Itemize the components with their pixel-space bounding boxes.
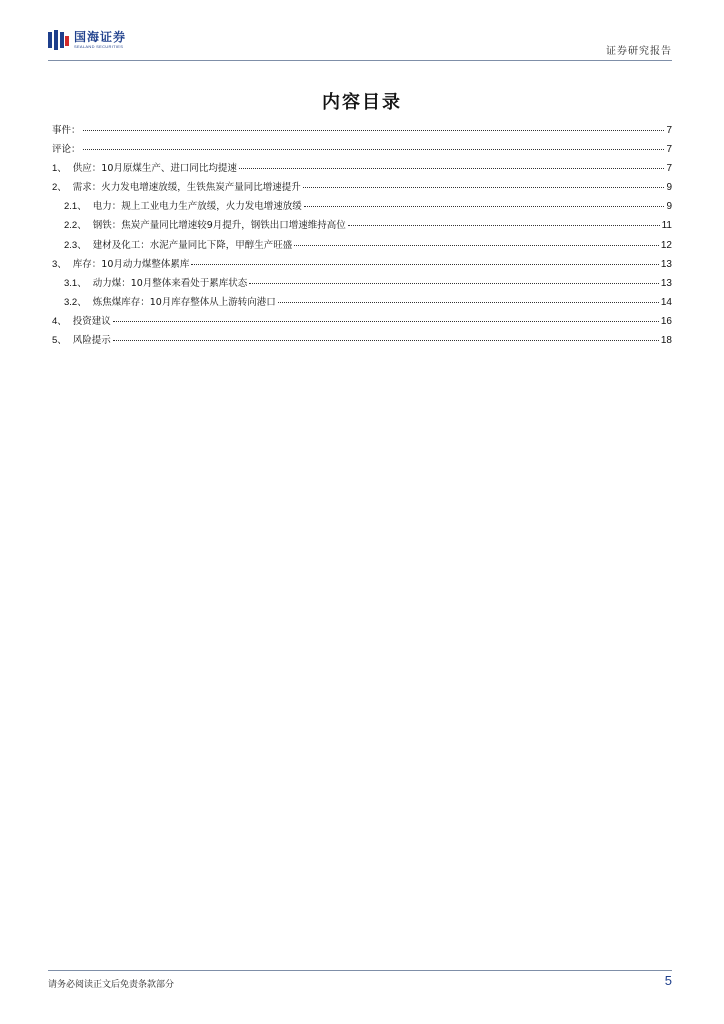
toc-entry[interactable] xyxy=(52,122,672,141)
toc-dot-leader xyxy=(348,225,660,226)
toc-entry-page: 16 xyxy=(660,315,672,327)
toc-entry-number: 2、 xyxy=(52,182,67,194)
toc-entry-page: 9 xyxy=(666,201,672,213)
logo-english-name: SEALAND SECURITIES xyxy=(74,44,124,49)
toc-entry-number: 2.3、 xyxy=(64,239,87,251)
report-type: 证券研究报告 xyxy=(606,46,672,57)
toc-entry[interactable] xyxy=(52,332,672,351)
page-footer xyxy=(48,970,672,990)
toc-entry-title: 投资建议 xyxy=(72,315,111,327)
toc-dot-leader xyxy=(239,168,665,169)
toc-entry-page: 13 xyxy=(660,277,672,289)
toc-dot-leader xyxy=(191,264,658,265)
toc-entry[interactable] xyxy=(52,179,672,198)
toc-dot-leader xyxy=(278,302,659,303)
toc-dot-leader xyxy=(294,245,659,246)
toc-entry-number: 3.1、 xyxy=(64,277,87,289)
toc-entry-number: 4、 xyxy=(52,315,67,327)
toc-entry-page: 12 xyxy=(660,239,672,251)
toc-entry-title: 风险提示 xyxy=(72,335,111,347)
toc-entry-title: 炼焦煤库存：10月库存整体从上游转向港口 xyxy=(92,296,276,308)
toc-entry-page: 18 xyxy=(660,335,672,347)
toc-entry-page: 7 xyxy=(666,163,672,175)
toc-entry-number: 3、 xyxy=(52,258,67,270)
toc-entry-title: 供应：10月原煤生产、进口同比均提速 xyxy=(72,163,237,175)
page-number: 5 xyxy=(664,973,672,988)
toc-entry[interactable] xyxy=(52,141,672,160)
toc-dot-leader xyxy=(113,321,659,322)
disclaimer-note: 请务必阅读正文后免责条款部分 xyxy=(48,980,175,990)
toc-entry[interactable] xyxy=(52,198,672,217)
toc-entry-title: 电力：规上工业电力生产放缓，火力发电增速放缓 xyxy=(92,201,302,213)
table-of-contents xyxy=(52,122,672,351)
company-logo xyxy=(48,30,126,50)
toc-entry-page: 7 xyxy=(666,125,672,136)
toc-entry[interactable] xyxy=(52,217,672,236)
toc-dot-leader xyxy=(304,206,665,207)
toc-entry-title: 需求：火力发电增速放缓，生铁焦炭产量同比增速提升 xyxy=(72,182,301,194)
toc-dot-leader xyxy=(83,130,665,131)
toc-entry-title: 事件： xyxy=(52,125,81,136)
toc-entry-title: 评论： xyxy=(52,144,81,156)
toc-entry-number: 1、 xyxy=(52,163,67,175)
toc-entry-title: 建材及化工：水泥产量同比下降，甲醇生产旺盛 xyxy=(92,239,293,251)
toc-entry-page: 13 xyxy=(660,258,672,270)
toc-entry-number: 3.2、 xyxy=(64,296,87,308)
toc-dot-leader xyxy=(249,283,659,284)
toc-entry[interactable] xyxy=(52,237,672,256)
toc-entry-page: 14 xyxy=(660,296,672,308)
toc-entry[interactable] xyxy=(52,294,672,313)
toc-entry-number: 2.1、 xyxy=(64,201,87,213)
toc-entry[interactable] xyxy=(52,160,672,179)
toc-entry[interactable] xyxy=(52,275,672,294)
toc-entry[interactable] xyxy=(52,256,672,275)
page-header xyxy=(48,26,672,61)
toc-dot-leader xyxy=(303,187,665,188)
toc-entry-page: 9 xyxy=(666,182,672,194)
toc-dot-leader xyxy=(113,340,659,341)
toc-entry[interactable] xyxy=(52,313,672,332)
toc-entry-number: 5、 xyxy=(52,335,67,347)
toc-entry-page: 11 xyxy=(661,220,672,232)
logo-name: 国海证券 xyxy=(74,30,127,44)
toc-title: 内容目录 xyxy=(322,92,402,113)
toc-entry-page: 7 xyxy=(666,144,672,156)
toc-entry-title: 动力煤：10月整体来看处于累库状态 xyxy=(92,277,248,289)
toc-entry-number: 2.2、 xyxy=(64,220,87,232)
sealand-logo-icon xyxy=(48,30,70,50)
toc-entry-title: 库存：10月动力煤整体累库 xyxy=(72,258,190,270)
toc-dot-leader xyxy=(83,149,665,150)
toc-entry-title: 钢铁：焦炭产量同比增速较9月提升，钢铁出口增速维持高位 xyxy=(92,220,346,232)
